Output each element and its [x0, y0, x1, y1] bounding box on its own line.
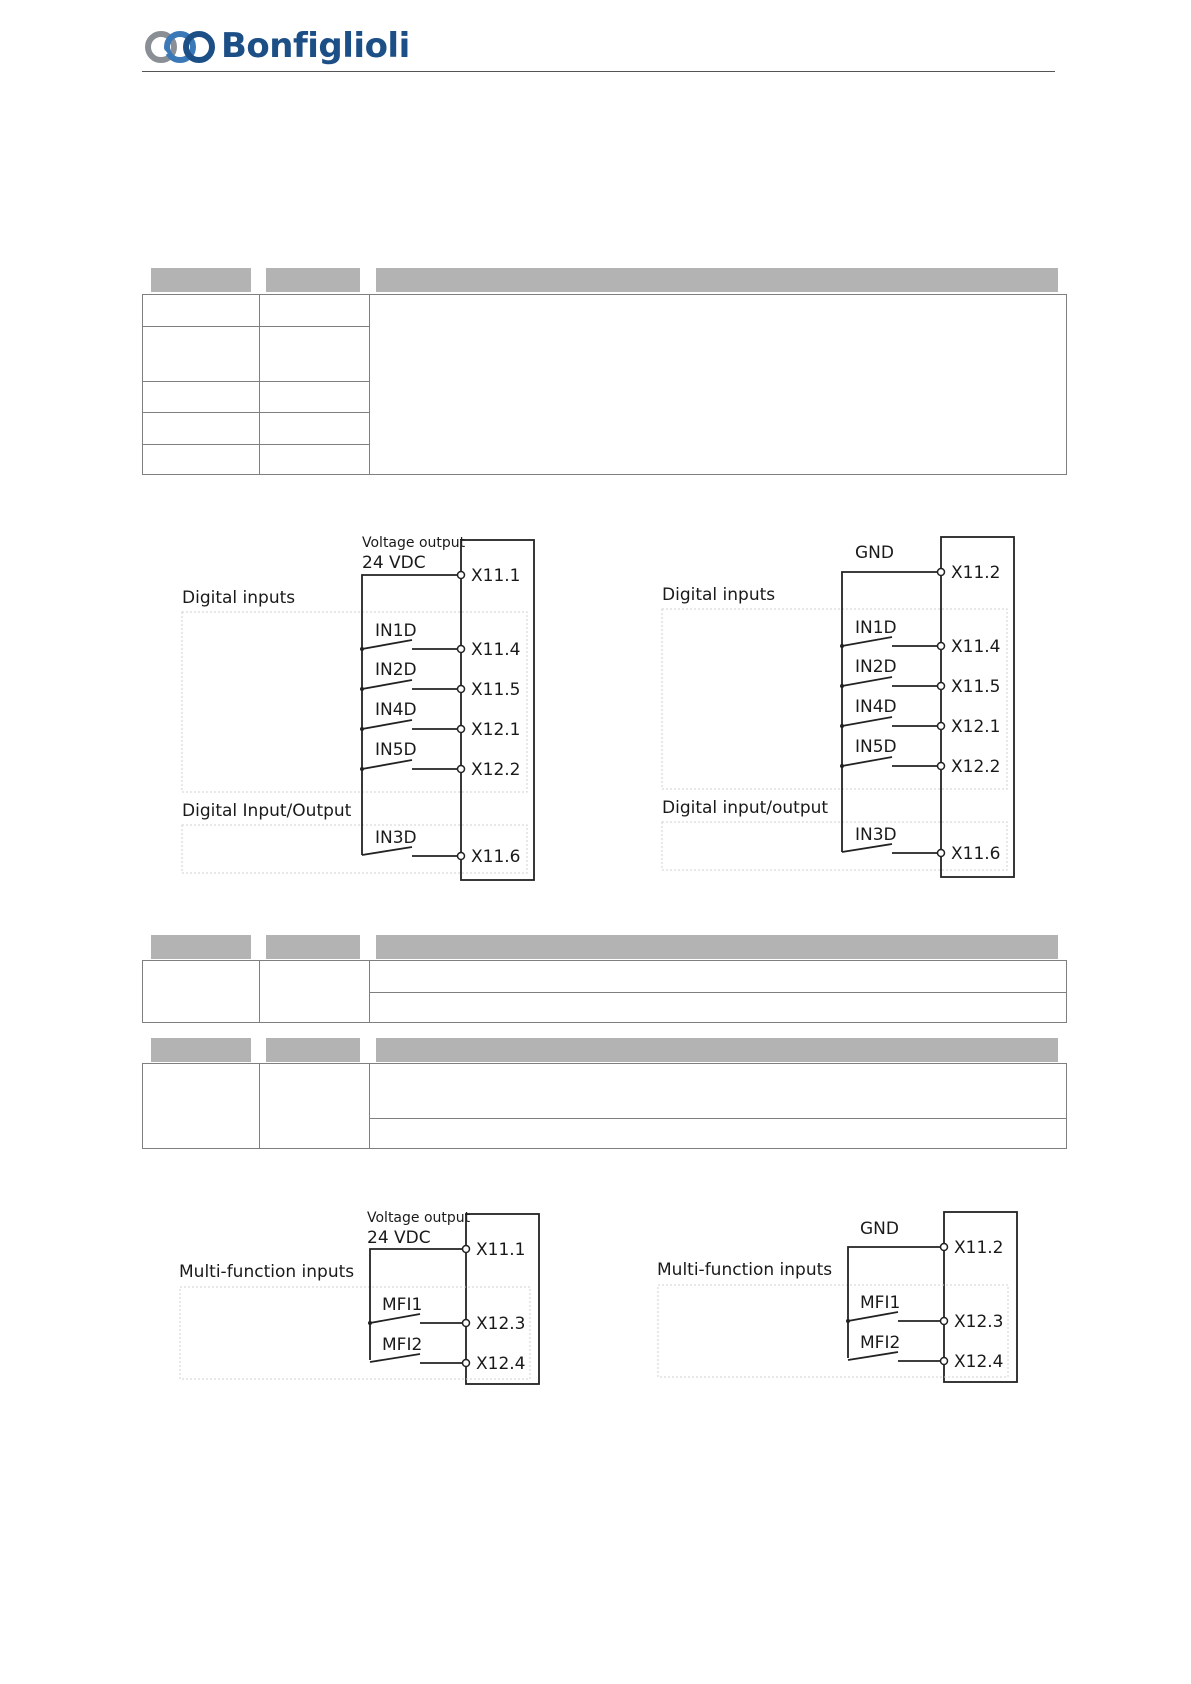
terminal-label: X11.1: [471, 566, 521, 586]
terminal-label: X12.2: [471, 760, 521, 780]
terminal-node: [938, 850, 945, 857]
supply-voltage-label: GND: [860, 1219, 899, 1239]
mfi-switch-2: [848, 1333, 1004, 1372]
io-switch: [362, 828, 521, 867]
terminal-node: [941, 1318, 948, 1325]
mfi-switch-1: [846, 1293, 1004, 1332]
mfi-switch-1: [368, 1295, 526, 1334]
table-1-body: [142, 294, 1067, 475]
input-label: IN3D: [855, 825, 897, 845]
header-divider: [142, 71, 1055, 72]
input-label: IN5D: [855, 737, 897, 757]
terminal-label: X11.2: [951, 563, 1001, 583]
table-1-row-line: [142, 381, 369, 382]
terminal-node: [458, 726, 465, 733]
table-1-row-line: [142, 412, 369, 413]
input-switch-3: [360, 700, 521, 740]
input-label: IN3D: [375, 828, 417, 848]
input-switch-4: [840, 737, 1001, 777]
input-switch-2: [360, 660, 521, 700]
table-3-header-col-1: [151, 1038, 251, 1062]
table-3-row-line: [369, 1118, 1067, 1119]
switch-blade: [362, 680, 412, 689]
group-label-digital-inputs: Digital inputs: [662, 585, 776, 605]
brand-logo: [145, 26, 410, 66]
terminal-label: X11.4: [951, 637, 1001, 657]
terminal-node: [938, 763, 945, 770]
terminal-node: [458, 686, 465, 693]
terminal-label: X12.1: [951, 717, 1001, 737]
terminal-label: X12.4: [476, 1354, 526, 1374]
terminal-block: [461, 540, 534, 880]
table-2-header-col-1: [151, 935, 251, 959]
switch-blade: [842, 717, 892, 726]
terminal-node: [458, 766, 465, 773]
input-label: MFI2: [860, 1333, 901, 1353]
switch-blade: [842, 844, 892, 852]
terminal-node: [463, 1320, 470, 1327]
table-2-header-col-2: [266, 935, 360, 959]
switch-blade: [842, 757, 892, 766]
table-1-header-col-1: [151, 268, 251, 292]
terminal-node: [938, 569, 945, 576]
switch-blade: [848, 1352, 898, 1360]
table-3-header-col-3: [376, 1038, 1058, 1062]
switch-blade: [842, 637, 892, 646]
table-3-divider: [369, 1063, 370, 1149]
terminal-node: [463, 1246, 470, 1253]
input-label: IN4D: [855, 697, 897, 717]
terminal-label: X12.2: [951, 757, 1001, 777]
terminal-label: X12.3: [476, 1314, 526, 1334]
supply-voltage-label: GND: [855, 543, 894, 563]
switch-blade: [848, 1312, 898, 1321]
mfi-switch-2: [370, 1335, 526, 1374]
wiring-diagram-mfi-24vdc: [170, 1200, 550, 1400]
group-label-mfi: Multi-function inputs: [657, 1260, 833, 1280]
table-3-divider: [259, 1063, 260, 1149]
terminal-node: [458, 853, 465, 860]
wiring-diagram-mfi-gnd: [650, 1198, 1030, 1398]
switch-blade: [362, 720, 412, 729]
terminal-node: [941, 1244, 948, 1251]
wiring-diagram-digital-24vdc: [170, 525, 550, 885]
terminal-label: X11.2: [954, 1238, 1004, 1258]
input-label: IN2D: [855, 657, 897, 677]
terminal-node: [458, 646, 465, 653]
supply-voltage-label: 24 VDC: [367, 1228, 431, 1248]
terminal-node: [938, 643, 945, 650]
switch-blade: [842, 677, 892, 686]
terminal-node: [941, 1358, 948, 1365]
input-switch-1: [840, 618, 1001, 657]
table-2-row-line: [369, 992, 1067, 993]
terminal-label: X12.1: [471, 720, 521, 740]
table-1-row-line: [142, 444, 369, 445]
terminal-label: X11.5: [471, 680, 521, 700]
terminal-block: [941, 537, 1014, 877]
wiring-diagram-digital-gnd: [650, 522, 1030, 882]
table-1-divider: [259, 294, 260, 475]
input-label: IN4D: [375, 700, 417, 720]
table-2-header-col-3: [376, 935, 1058, 959]
input-label: IN1D: [855, 618, 897, 638]
table-1-row-line: [142, 326, 369, 327]
input-label: MFI1: [382, 1295, 423, 1315]
terminal-label: X12.3: [954, 1312, 1004, 1332]
terminal-node: [938, 683, 945, 690]
supply-label: Voltage output: [362, 535, 466, 551]
terminal-node: [938, 723, 945, 730]
input-switch-3: [840, 697, 1001, 737]
input-label: MFI1: [860, 1293, 901, 1313]
group-label-mfi: Multi-function inputs: [179, 1262, 355, 1282]
io-switch: [842, 825, 1001, 864]
group-label-digital-io: Digital Input/Output: [182, 801, 352, 821]
terminal-label: X12.4: [954, 1352, 1004, 1372]
table-3-header-col-2: [266, 1038, 360, 1062]
table-3-body: [142, 1063, 1067, 1149]
group-label-digital-io: Digital input/output: [662, 798, 829, 818]
switch-blade: [362, 760, 412, 769]
table-1-header-col-2: [266, 268, 360, 292]
interlocking-rings-logo-icon: [145, 26, 215, 66]
switch-blade: [370, 1314, 420, 1323]
table-2-divider: [259, 960, 260, 1023]
supply-label: Voltage output: [367, 1210, 471, 1226]
terminal-label: X11.1: [476, 1240, 526, 1260]
switch-blade: [362, 847, 412, 855]
table-1-divider: [369, 294, 370, 475]
terminal-node: [458, 572, 465, 579]
switch-blade: [362, 640, 412, 649]
input-label: MFI2: [382, 1335, 423, 1355]
terminal-label: X11.5: [951, 677, 1001, 697]
input-switch-4: [360, 740, 521, 780]
supply-voltage-label: 24 VDC: [362, 553, 426, 573]
terminal-label: X11.6: [471, 847, 521, 867]
switch-blade: [370, 1354, 420, 1362]
terminal-label: X11.4: [471, 640, 521, 660]
input-label: IN1D: [375, 621, 417, 641]
brand-name: Bonfiglioli: [221, 26, 410, 66]
input-label: IN5D: [375, 740, 417, 760]
input-switch-1: [360, 621, 521, 660]
input-label: IN2D: [375, 660, 417, 680]
table-1-header-col-3: [376, 268, 1058, 292]
group-label-digital-inputs: Digital inputs: [182, 588, 296, 608]
input-switch-2: [840, 657, 1001, 697]
terminal-label: X11.6: [951, 844, 1001, 864]
terminal-node: [463, 1360, 470, 1367]
